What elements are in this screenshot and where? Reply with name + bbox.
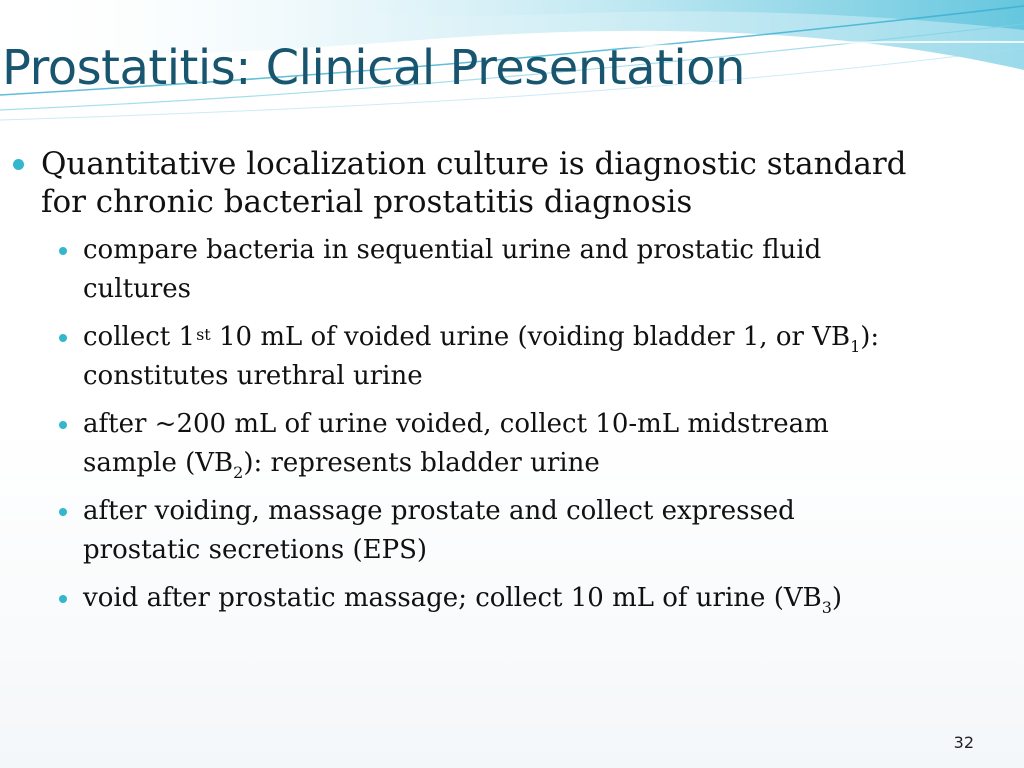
sub-bullet-text-part: 10 mL of voided urine (voiding bladder 1, or VB: [210, 322, 851, 352]
superscript-text: st: [196, 325, 211, 344]
bullet-dot-icon: [59, 334, 67, 342]
sub-bullet-item: [0, 318, 883, 396]
subscript-text: 1: [850, 337, 861, 356]
bullet-dot-icon: [59, 508, 67, 516]
sub-bullet-text-part: ): represents bladder urine: [243, 448, 600, 478]
slide-title: Prostatitis: Clinical Presentation: [2, 40, 745, 96]
sub-bullet-text: compare bacteria in sequential urine and prostatic fluid cultures: [83, 235, 822, 304]
sub-bullet-text-part: void after prostatic massage; collect 10 mL of urine (VB: [83, 583, 822, 613]
sub-bullet-item: [0, 492, 883, 570]
sub-bullet-item: [0, 405, 883, 483]
slide-content: [0, 145, 1000, 627]
bullet-dot-icon: [59, 595, 67, 603]
subscript-text: 2: [233, 463, 244, 482]
main-bullet: [0, 145, 941, 221]
sub-bullet-text-part: ): [831, 583, 843, 613]
sub-bullet-text-part: collect 1: [83, 322, 196, 352]
sub-bullet-item: [0, 231, 883, 309]
subscript-text: 3: [821, 598, 832, 617]
sub-bullet-text: after voiding, massage prostate and collect expressed prostatic secretions (EPS): [83, 496, 795, 565]
page-number: 32: [953, 733, 974, 752]
sub-bullet-text-part: ): constitutes urethral urine: [83, 322, 880, 391]
bullet-dot-icon: [59, 421, 67, 429]
sub-bullet-list: [0, 231, 1000, 618]
sub-bullet-item: [0, 579, 883, 618]
sub-bullet-text-part: after ~200 mL of urine voided, collect 10-mL midstream sample (VB: [83, 409, 829, 478]
bullet-dot-icon: [59, 247, 67, 255]
main-bullet-text: Quantitative localization culture is diagnostic standard for chronic bacterial prostatitis diagnosis: [41, 146, 907, 220]
bullet-dot-icon: [13, 159, 24, 170]
